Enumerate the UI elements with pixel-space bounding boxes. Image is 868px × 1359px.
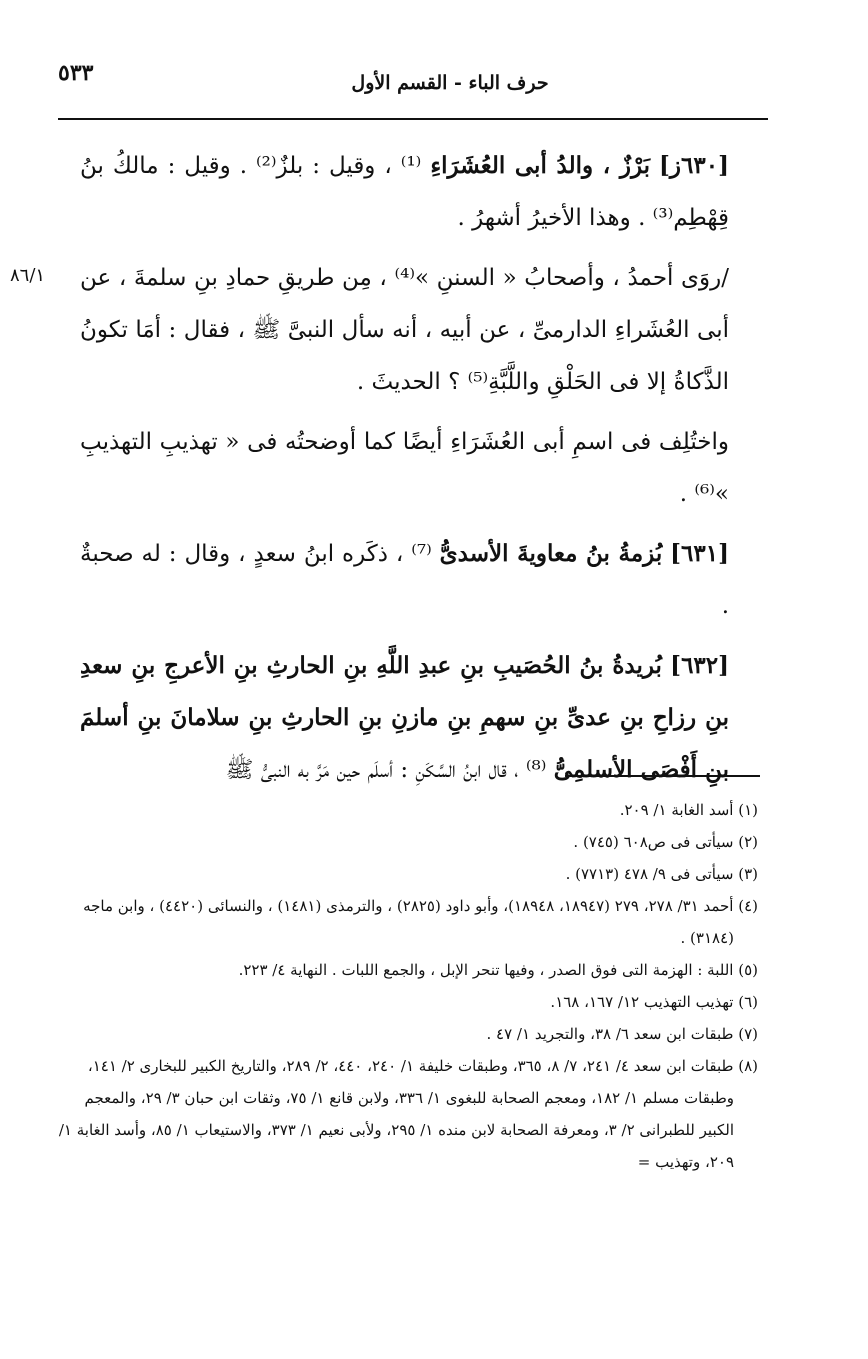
entry-632 [80, 640, 755, 796]
body-text [80, 140, 755, 804]
footnote-1: (١) أسد الغابة ١/ ٢٠٩. [619, 801, 758, 819]
footnote-8: (٨) طبقات ابن سعد ٤/ ٢٤١، ٧/ ٨، ٣٦٥، وطبقات خليفة ١/ ٢٤٠، ٤٤٠، ٢/ ٢٨٩، والتاريخ الكبير للبخارى ٢/ ١٤١، وطبقات مسلم ١/ ١٨٢، ومعجم الصحابة للبغوى ١/ ٣٣٦، ولابن قانع ١/ ٧٥، وثقات ابن حبان ٣/ ٢٩، والمعجم الكبير للطبرانى ٢/ ٣، ومعرفة الصحابة لابن منده ١/ ٢٩٥، ولأبى نعيم ١/ ٣٧٣، والاستيعاب ١/ ٨٥، وأسد الغابة ١/ ٢٠٩، وتهذيب = [58, 1057, 758, 1171]
running-title: حرف الباء - القسم الأول [351, 72, 549, 94]
entry-text: /روَى أحمدُ ، وأصحابُ « السننِ »⁽⁴⁾ ، مِن طريقِ حمادِ بنِ سلمةَ ، عن أبى العُشَراءِ الدارمىِّ ، عن أبيه ، أنه سأل النبىَّ ﷺ ، فقال : أمَا تكونُ الذَّكاةُ إلا فى الحَلْقِ واللَّبَّةِ⁽⁵⁾ ؟ الحديثَ . [80, 265, 729, 395]
entry-heading: بَرْزٌ ، والدُ أبى العُشَرَاءِ [430, 152, 651, 179]
footnote-4: (٤) أحمد ٣١/ ٢٧٨، ٢٧٩ (١٨٩٤٧، ١٨٩٤٨)، وأبو داود (٢٨٢٥) ، والترمذى (١٤٨١) ، والنسائى (٤٤٢٠) ، وابن ماجه (٣١٨٤) . [83, 897, 758, 947]
footnote-5: (٥) اللبة : الهزمة التى فوق الصدر ، وفيها تنحر الإبل ، والجمع اللبات . النهاية ٤/ ٢٢٣. [238, 961, 758, 979]
footnotes [58, 794, 758, 1178]
footnote-2: (٢) سيأتى فى ص٦٠٨ (٧٤٥) . [573, 833, 758, 851]
entry-number: [٦٣٢] [670, 652, 730, 679]
entry-text: واختُلِف فى اسمِ أبى العُشَرَاءِ أيضًا كما أوضحتُه فى « تهذيبِ التهذيبِ »⁽⁶⁾ . [80, 429, 729, 507]
page-number: ٥٣٣ [58, 60, 94, 86]
footnote-3: (٣) سيأتى فى ٩/ ٤٧٨ (٧٧١٣) . [565, 865, 758, 883]
entry-text: ⁽⁷⁾ ، ذكَره ابنُ سعدٍ ، وقال : له صحبةٌ . [80, 541, 729, 619]
entry-heading: بُريدةُ بنُ الحُصَيبِ بنِ عبدِ اللَّهِ بنِ الحارثِ بنِ الأعرجِ بنِ سعدِ بنِ رزاحِ بنِ عدىِّ بنِ سهمِ بنِ مازنِ بنِ الحارثِ بنِ سلامانَ بنِ أسلمَ بنِ أَفْصَى الأسلمِىُّ [80, 652, 729, 783]
entry-number: [٦٣٠ز] [659, 152, 729, 179]
entry-number: [٦٣١] [670, 540, 729, 567]
header-rule [58, 118, 768, 120]
paragraph-name-dispute [80, 416, 755, 520]
entry-630 [80, 140, 755, 244]
entry-text: ⁽¹⁾ ، وقيل : بلزٌ⁽²⁾ . وقيل : مالكُ بنُ قِهْطِم⁽³⁾ . وهذا الأخيرُ أشهرُ . [80, 153, 729, 231]
footnote-6: (٦) تهذيب التهذيب ١٢/ ١٦٧، ١٦٨. [550, 993, 758, 1011]
entry-631 [80, 528, 755, 632]
entry-heading: بُزمةُ بنُ معاويةَ الأسدىُّ [439, 540, 663, 567]
footnote-7: (٧) طبقات ابن سعد ٦/ ٣٨، والتجريد ١/ ٤٧ . [486, 1025, 758, 1043]
footnote-rule [565, 775, 760, 777]
paragraph-hadith [80, 252, 755, 408]
margin-reference: ٨٦/١ [10, 265, 46, 286]
entry-text: ⁽⁸⁾ ، قال ابنُ السَّكَنِ : أسلَم حين مَرَّ به النبىُّ ﷺ [225, 757, 547, 783]
